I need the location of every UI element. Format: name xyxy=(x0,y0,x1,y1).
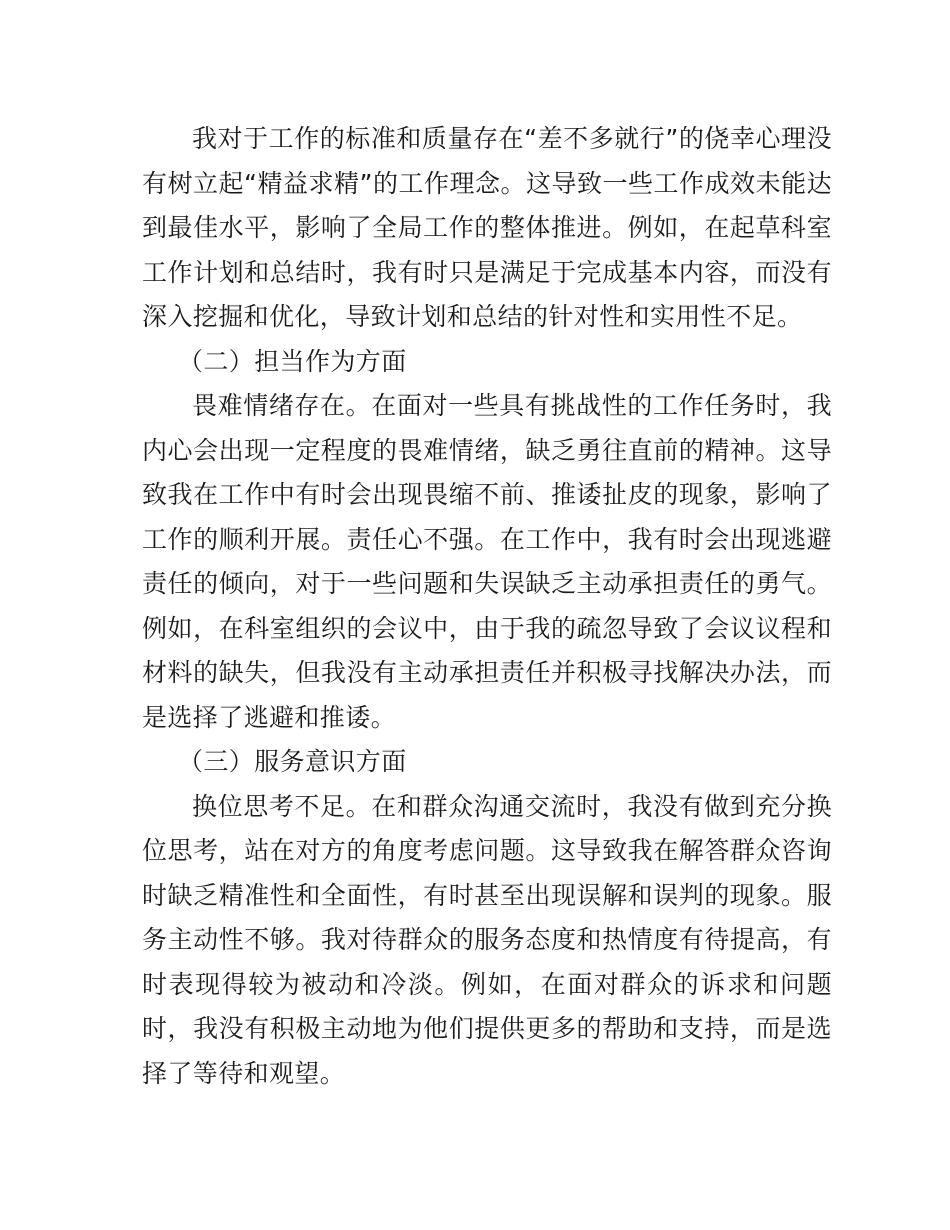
section-heading-responsibility: （二）担当作为方面 xyxy=(178,346,407,376)
paragraph-quality-attitude: 我对于工作的标准和质量存在“差不多就行”的侥幸心理没有树立起“精益求精”的工作理念。这导致一些工作成效未能达到最佳水平，影响了全局工作的整体推进。例如，在起草科室工作计划和总结时，我有时只是满足于完成基本内容，而没有深入挖掘和优化，导致计划和总结的针对性和实用性不足。 xyxy=(142,124,832,331)
paragraph-responsibility: 畏难情绪存在。在面对一些具有挑战性的工作任务时，我内心会出现一定程度的畏难情绪，缺乏勇往直前的精神。这导致我在工作中有时会出现畏缩不前、推诿扯皮的现象，影响了工作的顺利开展。责任心不强。在工作中，我有时会出现逃避责任的倾向，对于一些问题和失误缺乏主动承担责任的勇气。例如，在科室组织的会议中，由于我的疏忽导致了会议议程和材料的缺失，但我没有主动承担责任并积极寻找解决办法，而是选择了逃避和推诿。 xyxy=(142,391,832,732)
document-body xyxy=(142,117,832,1096)
paragraph-service: 换位思考不足。在和群众沟通交流时，我没有做到充分换位思考，站在对方的角度考虑问题。这导致我在解答群众咨询时缺乏精准性和全面性，有时甚至出现误解和误判的现象。服务主动性不够。我对待群众的服务态度和热情度有待提高，有时表现得较为被动和冷淡。例如，在面对群众的诉求和问题时，我没有积极主动地为他们提供更多的帮助和支持，而是选择了等待和观望。 xyxy=(142,791,832,1088)
section-heading-service: （三）服务意识方面 xyxy=(178,747,407,776)
